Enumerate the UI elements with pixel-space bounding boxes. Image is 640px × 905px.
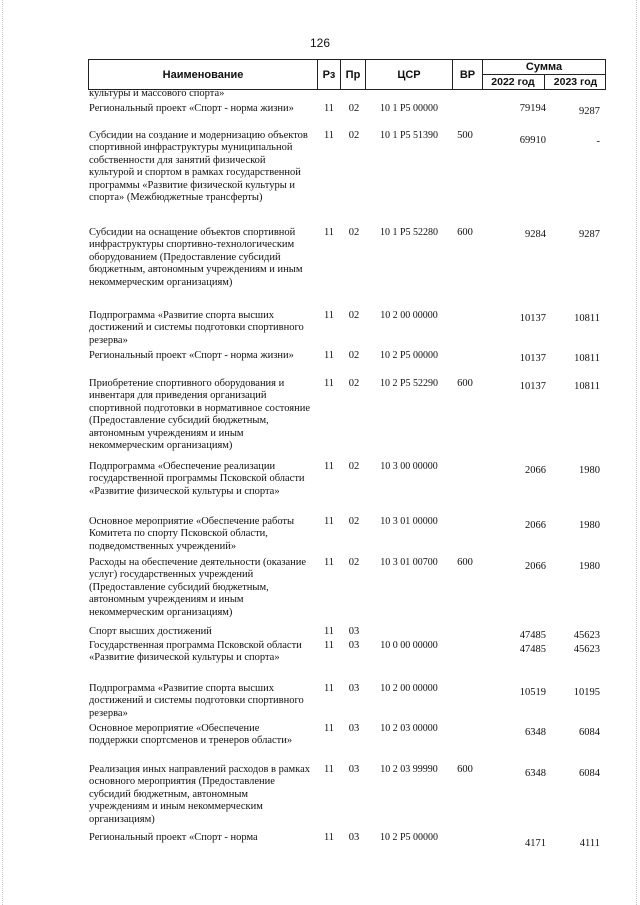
row-pr: 03 [348, 626, 360, 637]
row-name: Региональный проект «Спорт - норма жизни» [89, 350, 294, 361]
row-vr: 600 [457, 764, 473, 775]
row-name: Региональный проект «Спорт - норма [89, 832, 258, 843]
header-sum: Сумма [482, 60, 606, 75]
row-name: Приобретение спортивного оборудования и инвентаря для приведения организаций спортивной подготовки в нормативное состояние (Предоставление субсидий бюджетным, автономным учреждениям и иным некоммерческим организациям) [89, 378, 311, 452]
row-csr: 10 2 03 99990 [380, 764, 438, 775]
row-2023: 1980 [579, 561, 600, 572]
row-2022: 10137 [519, 381, 546, 392]
row-rz: 11 [323, 378, 335, 389]
row-rz: 11 [323, 683, 335, 694]
row-name: Государственная программа Псковской области «Развитие физической культуры и спорта» [89, 640, 302, 664]
row-csr: 10 2 Р5 52290 [379, 378, 439, 389]
row-name: культуры и массового спорта» [89, 88, 225, 99]
row-rz: 11 [323, 640, 335, 651]
header-rz: Рз [322, 68, 336, 81]
row-pr: 02 [348, 378, 360, 389]
row-name: Субсидии на создание и модернизацию объектов спортивной инфраструктуры муниципальной собственности для занятий физической культурой и спортом в рамках государственной программы «Развитие физической культуры и спорта» (Межбюджетные трансферты) [89, 130, 308, 204]
row-name: Расходы на обеспечение деятельности (оказание услуг) государственных учреждений (Предоставление субсидий бюджетным, автономным учреждениям и иным некоммерческим организациям) [89, 557, 307, 618]
row-rz: 11 [323, 832, 335, 843]
row-name: Подпрограмма «Развитие спорта высших достижений и системы подготовки спортивного резерва» [89, 683, 304, 719]
row-csr: 10 2 00 00000 [380, 310, 438, 321]
row-vr: 600 [457, 557, 473, 568]
row-2023: 9287 [579, 229, 600, 240]
row-pr: 02 [348, 516, 360, 527]
row-2023: 4111 [579, 838, 600, 849]
row-rz: 11 [323, 461, 335, 472]
row-pr: 02 [348, 227, 360, 238]
row-pr: 03 [348, 683, 360, 694]
page-number: 126 [309, 36, 331, 50]
row-2023: 45623 [573, 644, 600, 655]
row-2023: 10811 [574, 313, 600, 324]
row-2022: 10137 [519, 313, 546, 324]
row-2023: 45623 [573, 630, 600, 641]
row-rz: 11 [323, 764, 335, 775]
row-csr: 10 1 Р5 52280 [379, 227, 439, 238]
row-2022: 47485 [519, 630, 546, 641]
row-csr: 10 3 01 00000 [380, 516, 438, 527]
row-name: Субсидии на оснащение объектов спортивной инфраструктуры спортивно-технологическим оборудованием (Предоставление субсидий бюджетным, автономным учреждениям и иным некоммерческим организациям) [89, 227, 303, 288]
header-name: Наименование [162, 68, 244, 81]
row-pr: 02 [348, 461, 360, 472]
header-pr: Пр [345, 68, 361, 81]
row-rz: 11 [323, 516, 335, 527]
row-pr: 03 [348, 723, 360, 734]
row-name: Основное мероприятие «Обеспечение работы Комитета по спорту Псковской области, подведомственных учреждений» [89, 516, 295, 552]
row-csr: 10 2 00 00000 [380, 683, 438, 694]
row-rz: 11 [323, 227, 335, 238]
row-2023: 1980 [579, 520, 600, 531]
row-2023: 6084 [579, 727, 600, 738]
row-2022: 79194 [519, 103, 546, 114]
row-pr: 03 [348, 640, 360, 651]
row-csr: 10 0 00 00000 [380, 640, 438, 651]
row-2022: 10137 [519, 353, 546, 364]
row-2022: 6348 [525, 768, 546, 779]
row-2023: 10811 [574, 353, 600, 364]
row-csr: 10 3 01 00700 [380, 557, 438, 568]
row-pr: 02 [348, 350, 360, 361]
row-name: Подпрограмма «Развитие спорта высших достижений и системы подготовки спортивного резерва» [89, 310, 304, 346]
row-name: Реализация иных направлений расходов в рамках основного мероприятия (Предоставление субсидий бюджетным, автономным учреждениям и иным некоммерческим организациям) [89, 764, 311, 825]
row-rz: 11 [323, 103, 335, 114]
row-2022: 2066 [525, 465, 546, 476]
row-2022: 2066 [525, 520, 546, 531]
row-2022: 2066 [525, 561, 546, 572]
row-2022: 47485 [519, 644, 546, 655]
row-csr: 10 1 Р5 51390 [379, 130, 439, 141]
row-csr: 10 3 00 00000 [380, 461, 438, 472]
row-csr: 10 2 03 00000 [380, 723, 438, 734]
row-2023: 10195 [573, 687, 600, 698]
row-2022: 69910 [519, 135, 546, 146]
row-rz: 11 [323, 626, 335, 637]
row-2023: 6084 [579, 768, 600, 779]
row-2022: 9284 [525, 229, 546, 240]
header-year-2023: 2023 год [553, 76, 598, 88]
row-2023: - [596, 136, 600, 147]
row-pr: 02 [348, 130, 360, 141]
row-name: Региональный проект «Спорт - норма жизни» [89, 103, 294, 114]
header-csr: ЦСР [397, 68, 421, 81]
header-year-2022: 2022 год [491, 76, 535, 88]
row-rz: 11 [323, 310, 335, 321]
header-vr: ВР [459, 68, 476, 81]
row-csr: 10 2 Р5 00000 [379, 350, 439, 361]
row-pr: 02 [348, 310, 360, 321]
row-pr: 03 [348, 764, 360, 775]
row-vr: 600 [457, 378, 473, 389]
row-rz: 11 [323, 130, 335, 141]
row-2022: 4171 [525, 838, 546, 849]
row-name: Основное мероприятие «Обеспечение поддержки спортсменов и тренеров области» [89, 723, 293, 747]
row-2022: 10519 [519, 687, 546, 698]
row-pr: 02 [348, 103, 360, 114]
row-rz: 11 [323, 350, 335, 361]
row-vr: 600 [457, 227, 473, 238]
row-2023: 10811 [574, 381, 600, 392]
row-pr: 03 [348, 832, 360, 843]
row-csr: 10 1 Р5 00000 [379, 103, 439, 114]
row-pr: 02 [348, 557, 360, 568]
row-rz: 11 [323, 723, 335, 734]
row-vr: 500 [457, 130, 473, 141]
row-name: Подпрограмма «Обеспечение реализации государственной программы Псковской области «Развитие физической культуры и спорта» [89, 461, 305, 497]
row-name: Спорт высших достижений [89, 626, 212, 637]
row-2023: 1980 [579, 465, 600, 476]
row-2023: 9287 [579, 106, 600, 117]
row-2022: 6348 [525, 727, 546, 738]
row-csr: 10 2 Р5 00000 [379, 832, 439, 843]
row-rz: 11 [323, 557, 335, 568]
